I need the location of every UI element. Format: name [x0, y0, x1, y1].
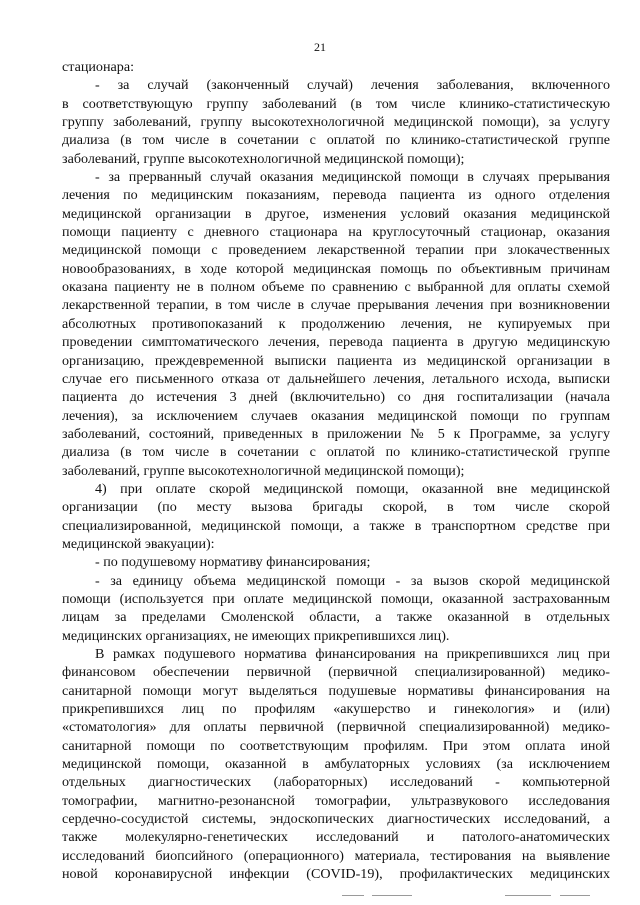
text-line: заболеваний, состояний, приведенных в приложении № 5 к Программе, за услугу — [62, 425, 610, 442]
text-line: помощи пациенту с дневного стационара на круглосуточный стационар, оказания — [62, 224, 610, 241]
text-line: случае его письменного отказа от дальнейшего лечения, летального исхода, выписки — [62, 370, 610, 387]
text-line: сердечно-сосудистой системы, эндоскопических диагностических исследований, а — [62, 811, 610, 828]
text-line: заболеваний, группе высокотехнологичной медицинской помощи); — [62, 462, 465, 479]
text-line: В рамках подушевого норматива финансирования на прикрепившихся лиц при — [95, 646, 610, 662]
text-line: абсолютных противопоказаний к продолжению лечения, не купируемых при — [62, 315, 610, 332]
text-line: группу заболеваний, группу высокотехнологичной медицинской помощи), за услугу — [62, 114, 610, 131]
text-line: проведении симптоматического лечения, перевода пациента в другую медицинскую — [62, 334, 610, 351]
document-text — [62, 58, 610, 883]
text-line: медицинской организации в другое, изменения условий оказания медицинской — [62, 205, 610, 222]
text-line: пациента до истечения 3 дней (включительно) со дня госпитализации (начала — [62, 389, 610, 406]
text-line: медицинской помощи с проведением лекарственной терапии при злокачественных — [62, 242, 610, 259]
text-line: новообразованиях, в ходе которой медицинская помощь по объективным причинам — [62, 260, 610, 277]
text-line: лечения), за исключением случаев оказания медицинской помощи по группам — [62, 407, 610, 424]
text-line: организации (по месту вызова бригады скорой, в том числе скорой — [62, 499, 610, 516]
text-line: прикрепившихся лиц по профилям «акушерство и гинекология» и (или) — [62, 701, 610, 718]
scan-artifact-line — [560, 895, 590, 896]
scan-artifact-line — [372, 895, 412, 896]
text-line: диализа (в том числе в сочетании с оплатой по клинико-статистической группе — [62, 444, 610, 461]
text-line: помощи (используется при оплате медицинской помощи, оказанной застрахованным — [62, 590, 610, 607]
scan-artifact-line — [342, 895, 364, 896]
text-line: медицинских организациях, не имеющих прикрепившихся лиц). — [62, 627, 450, 644]
text-line: - за прерванный случай оказания медицинской помощи в случаях прерывания — [95, 169, 610, 186]
text-line: финансовом обеспечении первичной (первичной специализированной) медико- — [62, 664, 610, 681]
text-line: лечения по медицинским показаниям, перевода пациента из одного отделения — [62, 187, 610, 204]
text-line: - за единицу объема медицинской помощи - за вызов скорой медицинской — [95, 572, 610, 589]
text-line: специализированной, медицинской помощи, а также в транспортном средстве при — [62, 517, 610, 534]
page-number: 21 — [314, 40, 326, 54]
text-line: - за случай (законченный случай) лечения заболевания, включенного — [95, 77, 610, 94]
text-line: медицинской помощи, оказанной в амбулаторных условиях (за исключением — [62, 756, 610, 773]
text-line: организацию, преждевременной выписки пациента из медицинской организации в — [62, 352, 610, 369]
text-line: исследований биопсийного (операционного) материала, тестирования на выявление — [62, 847, 610, 864]
text-line: томографии, магнитно-резонансной томографии, ультразвукового исследования — [62, 792, 610, 809]
text-line: лицам за пределами Смоленской области, а также оказанной в отдельных — [62, 609, 610, 626]
text-line: - по подушевому нормативу финансирования; — [95, 554, 371, 571]
text-line: оказана пациенту не в полном объеме по сравнению с выбранной для оплаты схемой — [62, 279, 610, 296]
text-line: «стоматология» для оплаты первичной (первичной специализированной) медико- — [62, 719, 610, 736]
text-line: также молекулярно-генетических исследований и патолого-анатомических — [62, 829, 610, 846]
text-line: медицинской эвакуации): — [62, 535, 215, 552]
text-line: отдельных диагностических (лабораторных) исследований - компьютерной — [62, 774, 610, 791]
scan-artifact-line — [505, 895, 551, 896]
text-line: санитарной помощи могут выделяться подушевые нормативы финансирования на — [62, 682, 610, 699]
text-line: лекарственной терапии, в том числе в случае прерывания лечения при возникновении — [62, 297, 610, 314]
text-line: в соответствующую группу заболеваний (в том числе клинико-статистическую — [62, 95, 610, 112]
text-line: 4) при оплате скорой медицинской помощи, оказанной вне медицинской — [95, 480, 610, 497]
text-line: санитарной помощи по соответствующим профилям. При этом оплата иной — [62, 737, 610, 754]
text-line: диализа (в том числе в сочетании с оплатой по клинико-статистической группе — [62, 132, 610, 149]
text-line: заболеваний, группе высокотехнологичной медицинской помощи); — [62, 150, 465, 167]
text-line: стационара: — [62, 59, 134, 75]
text-line: новой коронавирусной инфекции (COVID-19), профилактических медицинских — [62, 866, 610, 883]
